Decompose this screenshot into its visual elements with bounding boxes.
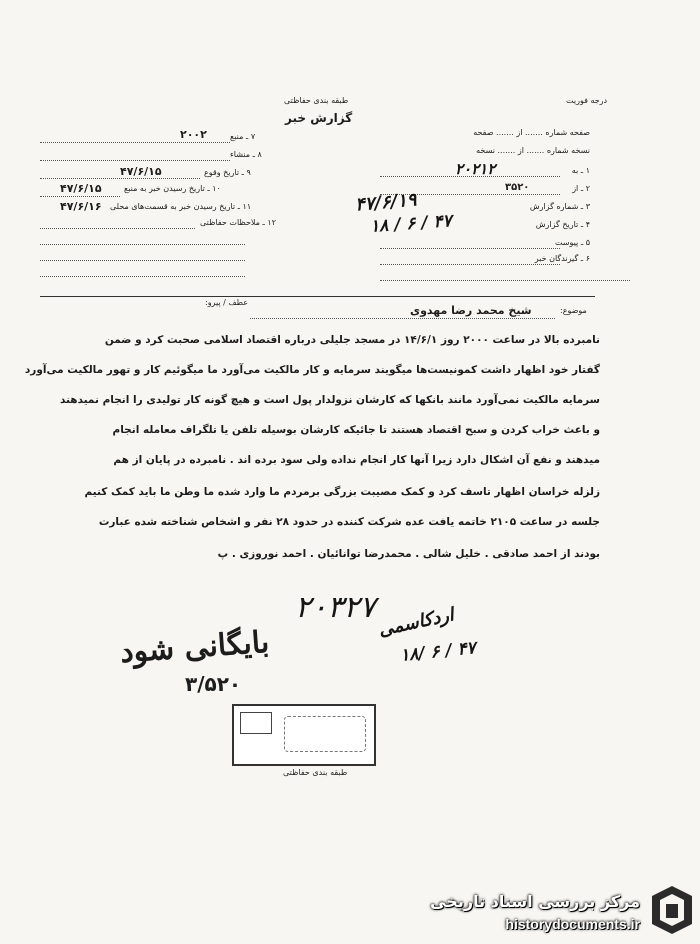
- watermark-banner: [410, 878, 700, 944]
- classification-bottom: طبقه بندی حفاظتی: [283, 768, 348, 777]
- body-line-6: زلزله خراسان اظهار تاسف کرد و کمک مصیبت بزرگی برمردم ما وارد شده ما وطن ما باید کمک کنیم: [84, 486, 600, 498]
- signature: اردکاسمی: [376, 604, 456, 641]
- field-attachment-label: ۵ ـ پیوست: [554, 238, 590, 247]
- field-occurrence-date-value: ۴۷/۶/۱۵: [120, 165, 162, 178]
- field-report-number-label: ۳ ـ شماره گزارش: [529, 202, 590, 211]
- subject-label: موضوع:: [560, 306, 587, 315]
- urgency-label: درجه فوریت: [566, 96, 608, 105]
- field-from-value: ۳۵۲۰: [505, 182, 530, 193]
- body-line-1: نامبرده بالا در ساعت ۲۰۰۰ روز ۱۴/۶/۱ در مسجد جلیلی درباره اقتصاد اسلامی صحبت کرد و ضمن: [104, 334, 600, 346]
- subject-value: شیخ محمد رضا مهدوی: [410, 304, 532, 317]
- field-page-number: صفحه شماره ....... از ....... صفحه: [473, 128, 590, 137]
- field-report-date-label: ۴ ـ تاریخ گزارش: [535, 220, 590, 229]
- field-report-number-value: ۴۷/۶/۱۹: [354, 189, 418, 216]
- field-local-received-label: ۱۱ ـ تاریخ رسیدن خبر به قسمت‌های محلی: [110, 202, 252, 211]
- field-security-notes-label: ۱۲ ـ ملاحظات حفاظتی: [200, 218, 276, 227]
- archive-logo-icon: [648, 882, 696, 938]
- report-title: گزارش خبر: [285, 111, 353, 125]
- field-from-label: ۲ ـ از: [572, 184, 590, 193]
- field-to-label: ۱ ـ به: [571, 166, 590, 175]
- body-line-7: جلسه در ساعت ۲۱۰۵ خاتمه یافت عده شرکت کننده در حدود ۲۸ نفر و اشخاص شناخته شده عبارت: [98, 516, 600, 528]
- handwritten-number: ۲۰۳۲۷: [295, 590, 376, 625]
- body-line-4: و باعث خراب کردن و سبح اقتصاد هستند تا جائیکه کارشان بوسیله تلفن یا تلگراف معامله انجام: [112, 424, 600, 436]
- field-recipients-label: ۶ ـ گیرندگان خبر: [534, 254, 590, 263]
- body-line-8: بودند از احمد صادقی . خلیل شالی . محمدرضا توانائیان . احمد نوروزی . پ: [217, 548, 600, 560]
- field-origin-label: ۸ ـ منشاء: [230, 150, 262, 159]
- field-source-value: ۲۰۰۲: [180, 128, 207, 141]
- watermark-website[interactable]: historydocuments.ir: [505, 916, 640, 932]
- signature-date: ۱۸/ ۶ / ۴۷: [399, 638, 477, 666]
- body-line-5: میدهند و نفع آن اشکال دارد زیرا آنها کار انجام نداده ولی سود برده اند . نامبرده در پایان از هم: [113, 454, 600, 466]
- header-divider: [40, 296, 595, 297]
- archive-note: بایگانی شود: [118, 624, 271, 671]
- body-line-2: گفتار خود اظهار داشت کمونیست‌ها میگویند سرمایه و کار مالکیت می‌آورد ما میگوئیم کار و تهور مالکیت می‌آورد: [24, 364, 600, 376]
- attachment-ref-label: عطف / پیرو:: [205, 298, 249, 307]
- field-report-date-value: ۱۸ / ۶ / ۴۷: [369, 211, 453, 237]
- field-local-received-value: ۴۷/۶/۱۶: [60, 200, 102, 213]
- official-stamp: [232, 704, 376, 766]
- body-line-3: سرمایه مالکیت نمی‌آورد مانند بانکها که کارشان نزولدار پول است و هیچ گونه کار تولیدی را انجام نمیدهند: [59, 394, 600, 406]
- field-copy-number: نسخه شماره ....... از ....... نسخه: [476, 146, 590, 155]
- field-to-value: ۲۰۲۱۲: [455, 160, 496, 178]
- field-source-received-value: ۴۷/۶/۱۵: [60, 182, 102, 195]
- field-occurrence-date-label: ۹ ـ تاریخ وقوع: [204, 168, 251, 177]
- field-source-received-label: ۱۰ ـ تاریخ رسیدن خبر به منبع: [124, 184, 221, 193]
- watermark-center-name: مرکز بررسی اسناد تاریخی: [430, 892, 640, 911]
- field-source-label: ۷ ـ منبع: [230, 132, 256, 141]
- archive-code: ۳/۵۲۰: [185, 672, 242, 696]
- classification-top: طبقه بندی حفاظتی: [284, 96, 349, 105]
